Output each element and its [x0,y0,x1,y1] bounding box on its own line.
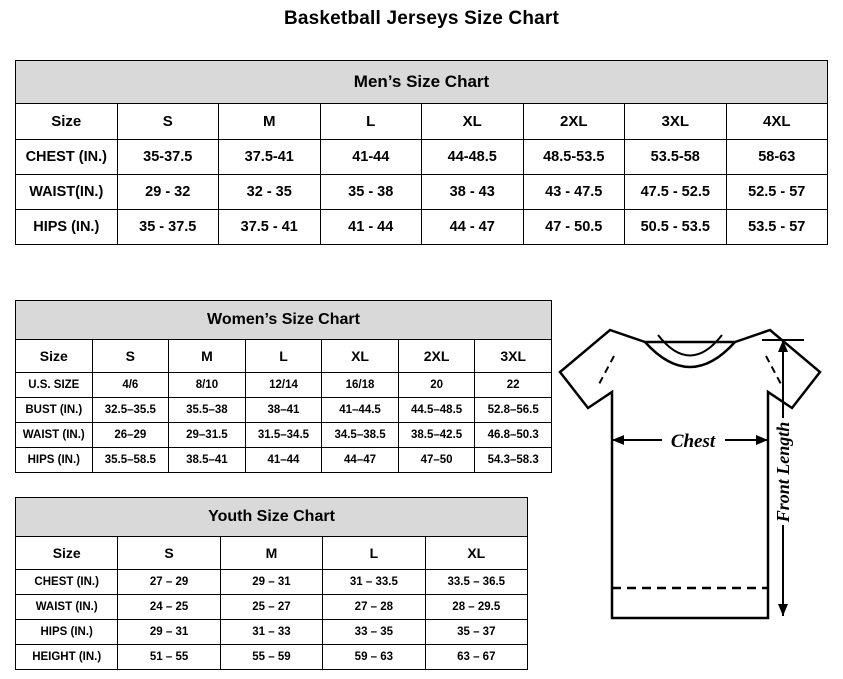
row-label-hips: HIPS (IN.) [16,620,118,645]
table-cell: 35 - 38 [320,175,422,210]
table-cell: 37.5-41 [219,140,321,175]
table-cell: 47 - 50.5 [523,210,625,245]
chest-label: Chest [670,431,716,452]
front-length-label: Front Length [773,421,793,523]
table-cell: 37.5 - 41 [219,210,321,245]
table-cell: 59 – 63 [323,645,425,670]
column-header-m: M [220,537,322,570]
table-cell: 44-48.5 [422,140,524,175]
table-cell: 35.5–38 [169,398,246,423]
table-cell: 33 – 35 [323,620,425,645]
column-header-4xl: 4XL [726,104,828,140]
table-cell: 38.5–42.5 [398,423,475,448]
table-cell: 44 - 47 [422,210,524,245]
column-header-s: S [92,340,169,373]
table-cell: 35.5–58.5 [92,448,169,473]
table-cell: 33.5 – 36.5 [425,570,527,595]
table-cell: 41-44 [320,140,422,175]
table-row [16,448,552,473]
table-row [16,210,828,245]
womens-size-chart-table [15,300,552,473]
table-cell: 41 - 44 [320,210,422,245]
table-cell: 63 – 67 [425,645,527,670]
table-row [16,645,528,670]
mens-chart-title: Men’s Size Chart [16,61,828,104]
table-cell: 29 – 31 [118,620,220,645]
row-label-waist: WAIST (IN.) [16,423,93,448]
table-cell: 28 – 29.5 [425,595,527,620]
table-cell: 32.5–35.5 [92,398,169,423]
row-label-us-size: U.S. SIZE [16,373,93,398]
table-cell: 35-37.5 [117,140,219,175]
table-cell: 22 [475,373,552,398]
column-header-size: Size [16,104,118,140]
column-header-m: M [169,340,246,373]
table-column-header-row [16,537,528,570]
row-label-waist: WAIST (IN.) [16,595,118,620]
row-label-bust: BUST (IN.) [16,398,93,423]
table-cell: 16/18 [322,373,399,398]
table-cell: 50.5 - 53.5 [625,210,727,245]
table-cell: 43 - 47.5 [523,175,625,210]
column-header-3xl: 3XL [625,104,727,140]
table-cell: 8/10 [169,373,246,398]
page-title: Basketball Jerseys Size Chart [283,8,560,29]
table-column-header-row [16,340,552,373]
table-cell: 29 - 32 [117,175,219,210]
table-cell: 35 – 37 [425,620,527,645]
table-cell: 58-63 [726,140,828,175]
table-cell: 38 - 43 [422,175,524,210]
jersey-measurement-diagram [540,300,840,675]
table-cell: 41–44 [245,448,322,473]
column-header-xl: XL [422,104,524,140]
row-label-hips: HIPS (IN.) [16,210,118,245]
table-cell: 38–41 [245,398,322,423]
table-cell: 31.5–34.5 [245,423,322,448]
table-cell: 29 – 31 [220,570,322,595]
table-cell: 4/6 [92,373,169,398]
table-cell: 52.8–56.5 [475,398,552,423]
column-header-xl: XL [322,340,399,373]
column-header-s: S [118,537,220,570]
table-cell: 27 – 29 [118,570,220,595]
column-header-size: Size [16,537,118,570]
table-header-row [16,301,552,340]
row-label-hips: HIPS (IN.) [16,448,93,473]
column-header-3xl: 3XL [475,340,552,373]
youth-chart-title: Youth Size Chart [16,498,528,537]
column-header-l: L [245,340,322,373]
table-cell: 20 [398,373,475,398]
right-sleeve-seam [766,356,782,386]
table-cell: 44.5–48.5 [398,398,475,423]
table-cell: 31 – 33.5 [323,570,425,595]
table-row [16,595,528,620]
table-header-row [16,498,528,537]
table-cell: 12/14 [245,373,322,398]
column-header-l: L [320,104,422,140]
row-label-waist: WAIST(IN.) [16,175,118,210]
table-cell: 55 – 59 [220,645,322,670]
column-header-xl: XL [425,537,527,570]
youth-size-chart-table [15,497,528,670]
table-cell: 53.5-58 [625,140,727,175]
womens-chart-title: Women’s Size Chart [16,301,552,340]
table-cell: 27 – 28 [323,595,425,620]
table-cell: 24 – 25 [118,595,220,620]
table-cell: 29–31.5 [169,423,246,448]
table-row [16,423,552,448]
column-header-2xl: 2XL [398,340,475,373]
mens-size-chart-table [15,60,828,245]
table-cell: 44–47 [322,448,399,473]
table-row [16,398,552,423]
column-header-2xl: 2XL [523,104,625,140]
row-label-chest: CHEST (IN.) [16,140,118,175]
table-cell: 25 – 27 [220,595,322,620]
table-cell: 52.5 - 57 [726,175,828,210]
table-cell: 35 - 37.5 [117,210,219,245]
table-column-header-row [16,104,828,140]
table-cell: 48.5-53.5 [523,140,625,175]
table-row [16,620,528,645]
table-cell: 53.5 - 57 [726,210,828,245]
left-sleeve-seam [598,356,614,386]
table-cell: 54.3–58.3 [475,448,552,473]
table-row [16,373,552,398]
table-cell: 47–50 [398,448,475,473]
table-cell: 31 – 33 [220,620,322,645]
row-label-chest: CHEST (IN.) [16,570,118,595]
table-cell: 41–44.5 [322,398,399,423]
table-cell: 26–29 [92,423,169,448]
column-header-s: S [117,104,219,140]
row-label-height: HEIGHT (IN.) [16,645,118,670]
table-cell: 34.5–38.5 [322,423,399,448]
column-header-l: L [323,537,425,570]
table-cell: 32 - 35 [219,175,321,210]
column-header-m: M [219,104,321,140]
table-row [16,570,528,595]
table-cell: 38.5–41 [169,448,246,473]
column-header-size: Size [16,340,93,373]
table-cell: 47.5 - 52.5 [625,175,727,210]
table-cell: 46.8–50.3 [475,423,552,448]
table-header-row [16,61,828,104]
table-row [16,175,828,210]
table-cell: 51 – 55 [118,645,220,670]
table-row [16,140,828,175]
